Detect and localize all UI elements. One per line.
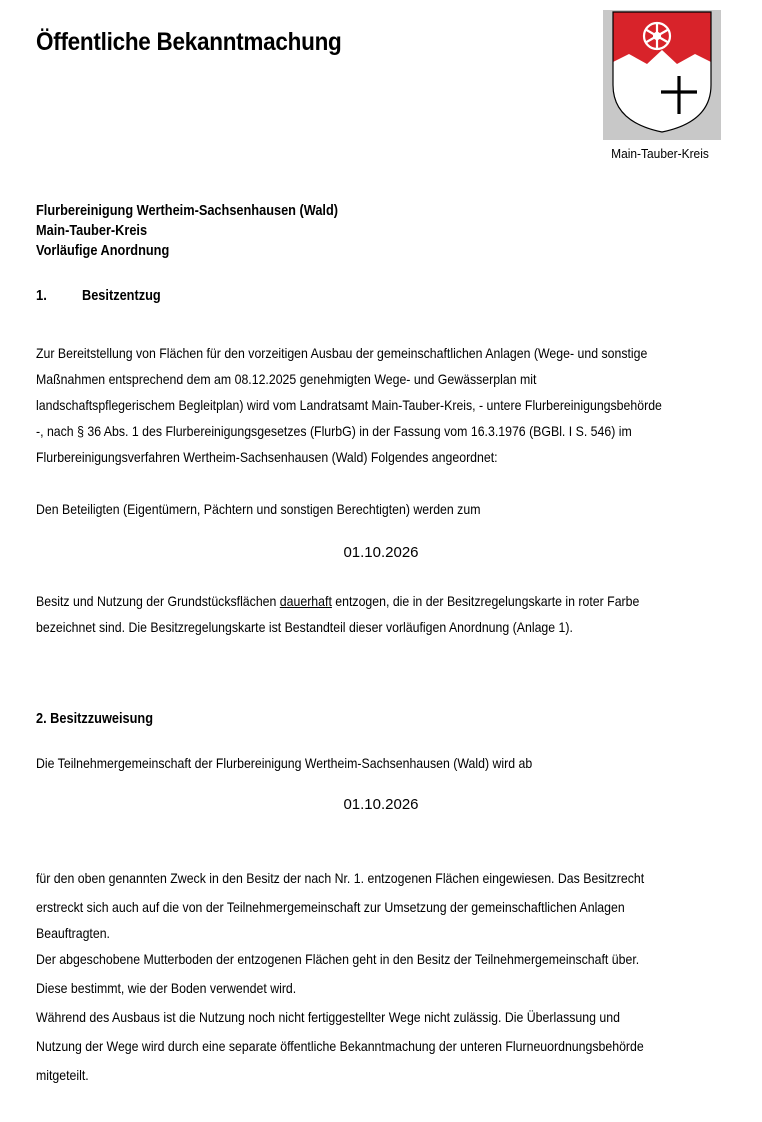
text-line: Diese bestimmt, wie der Boden verwendet wird. [36,980,297,996]
section-2-date: 01.10.2026 [343,796,419,813]
procedure-heading [36,201,736,261]
page-title: Öffentliche Bekanntmachung [36,28,342,56]
text-line: Nutzung der Wege wird durch eine separate öffentliche Bekanntmachung der unteren Flurneuordnungsbehörde [36,1038,644,1054]
section-1-date: 01.10.2026 [343,544,419,561]
coat-of-arms-icon [603,10,721,140]
section-1-title: Besitzentzug [82,288,161,304]
text-line [36,588,736,614]
text-line: -, nach § 36 Abs. 1 des Flurbereinigungsgesetzes (FlurbG) in der Fassung vom 16.3.1976 (BGBl. I S. 546) im [36,423,632,439]
text-line: landschaftspflegerischem Begleitplan) wird vom Landratsamt Main-Tauber-Kreis, - untere Flurbereinigungsbehörde [36,397,662,413]
logo-caption: Main-Tauber-Kreis [611,146,709,161]
text-line: bezeichnet sind. Die Besitzregelungskarte ist Bestandteil dieser vorläufigen Anordnung (Anlage 1). [36,619,573,635]
section-1-paragraph-1 [36,340,736,470]
text-line: Zur Bereitstellung von Flächen für den vorzeitigen Ausbau der gemeinschaftlichen Anlagen (Wege- und sonstige [36,345,648,361]
text-line: Während des Ausbaus ist die Nutzung noch nicht fertiggestellter Wege nicht zulässig. Die Überlassung und [36,1009,620,1025]
text-line: erstreckt sich auch auf die von der Teilnehmergemeinschaft zur Umsetzung der gemeinschaftlichen Anlagen [36,899,625,915]
order-type: Vorläufige Anordnung [36,243,170,259]
section-1-paragraph-2: Den Beteiligten (Eigentümern, Pächtern und sonstigen Berechtigten) werden zum [36,501,481,517]
coat-of-arms-logo [603,10,721,140]
text-line: Beauftragten. [36,925,110,941]
text-line: mitgeteilt. [36,1067,89,1083]
text-fragment: entzogen, die in der Besitzregelungskarte in roter Farbe [331,593,640,609]
district-name: Main-Tauber-Kreis [36,223,148,239]
text-fragment: Besitz und Nutzung der Grundstücksflächen [36,593,280,609]
text-line: Flurbereinigungsverfahren Wertheim-Sachsenhausen (Wald) Folgendes angeordnet: [36,449,498,465]
section-2-title: 2. Besitzzuweisung [36,711,153,727]
text-line: für den oben genannten Zweck in den Besitz der nach Nr. 1. entzogenen Flächen eingewiesen. Das Besitzrecht [36,870,645,886]
section-2-paragraph-1: Die Teilnehmergemeinschaft der Flurbereinigung Wertheim-Sachsenhausen (Wald) wird ab [36,755,533,771]
section-1-number: 1. [36,288,47,304]
underlined-word: dauerhaft [279,593,332,609]
text-line: Maßnahmen entsprechend dem am 08.12.2025 genehmigten Wege- und Gewässerplan mit [36,371,537,387]
section-1-paragraph-3 [36,588,736,640]
section-2-paragraph-2 [36,864,736,1090]
procedure-name: Flurbereinigung Wertheim-Sachsenhausen (Wald) [36,203,339,219]
text-line: Der abgeschobene Mutterboden der entzogenen Flächen geht in den Besitz der Teilnehmergemeinschaft über. [36,951,640,967]
